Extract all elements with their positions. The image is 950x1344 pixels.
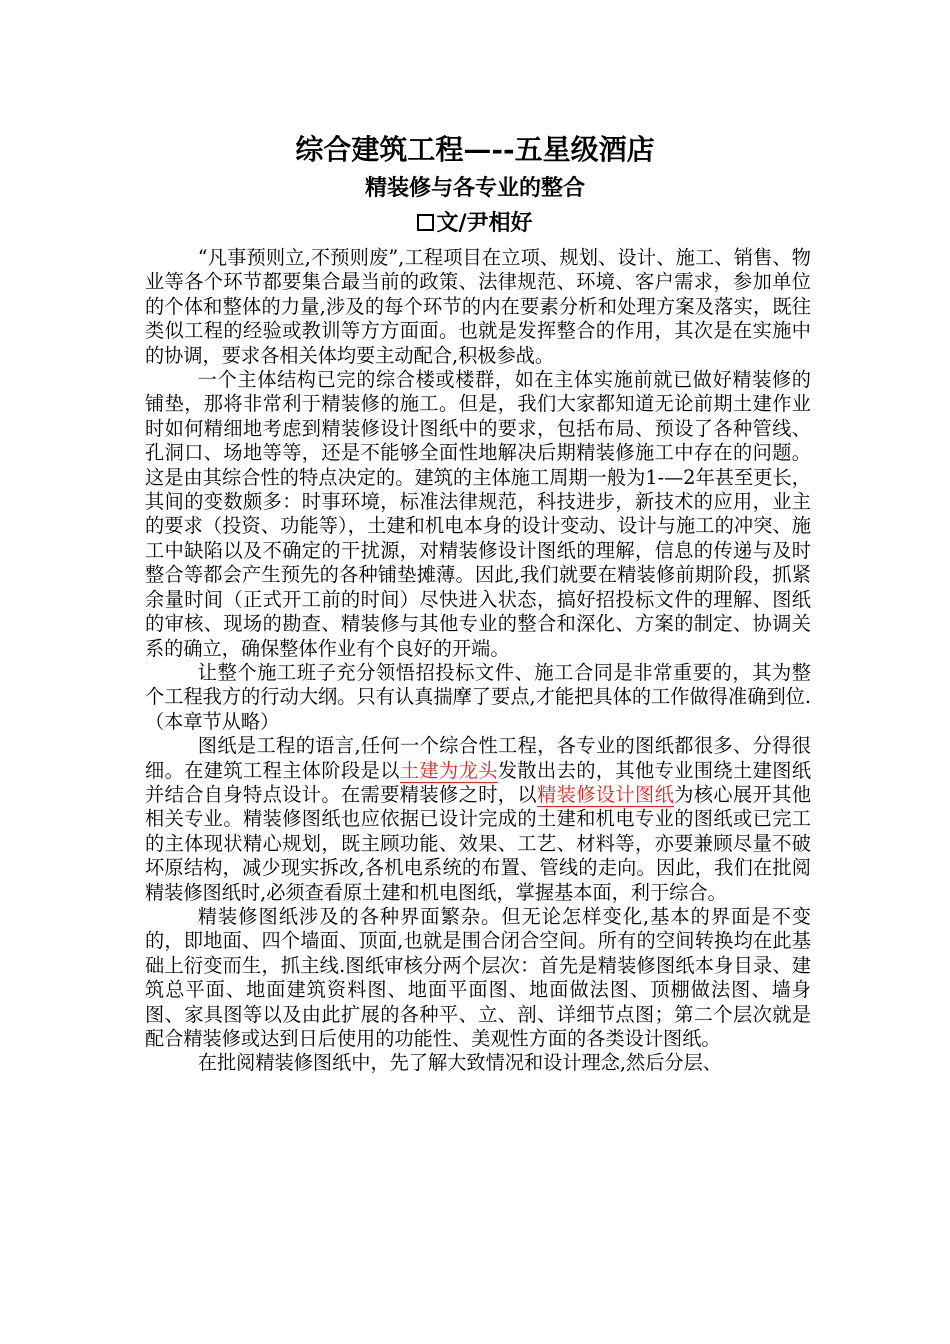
paragraph-4-part-3: 为核心展开其他相关专业。精装修图纸也应依据已设计完成的土建和机电专业的图纸或已完工的主体现状精心规划，既主顾功能、效果、工艺、材料等，亦要兼顾尽量不破坏原结构，减少现实拆改,各机电系统的布置、管线的走向。因此，我们在批阅精装修图纸时,必须查看原土建和机电图纸，掌握基本面，利于综合。	[145, 782, 812, 904]
paragraph-6: 在批阅精装修图纸中，先了解大致情况和设计理念,然后分层、	[197, 1051, 722, 1075]
paragraph-4-part-1: 图纸是工程的语言,任何一个综合性工程，各专业的图纸都很多、分得很细。在建筑工程主体阶段是以	[145, 734, 811, 782]
page-subtitle: 精装修与各专业的整合	[364, 175, 585, 201]
paragraph-4	[145, 734, 811, 905]
paragraph-3: 让整个施工班子充分领悟招投标文件、施工合同是非常重要的，其为整个工程我方的行动大纲。只有认真揣摩了要点,才能把具体的工作做得准确到位.（本章节从略）	[145, 660, 811, 733]
article-body	[145, 246, 811, 1076]
paragraph-5: 精装修图纸涉及的各种界面繁杂。但无论怎样变化,基本的界面是不变的，即地面、四个墙面、顶面,也就是围合闭合空间。所有的空间转换均在此基础上衍变而生，抓主线.图纸审核分两个层次：首先是精装修图纸本身目录、建筑总平面、地面建筑资料图、地面平面图、地面做法图、顶棚做法图、墙身图、家具图等以及由此扩展的各种平、立、剖、详细节点图；第二个层次就是配合精装修或达到日后使用的功能性、美观性方面的各类设计图纸。	[145, 904, 811, 1050]
author-line	[0, 206, 950, 240]
highlight-civil-lead: 土建为龙头	[399, 758, 498, 782]
page-title: 综合建筑工程—--五星级酒店	[295, 133, 655, 166]
paragraph-2: 一个主体结构已完的综合楼或楼群，如在主体实施前就已做好精装修的铺垫，那将非常利于精装修的施工。但是，我们大家都知道无论前期土建作业时如何精细地考虑到精装修设计图纸中的要求，包括布局、预设了各种管线、孔洞口、场地等等，还是不能够全面性地解决后期精装修施工中存在的问题。这是由其综合性的特点决定的。建筑的主体施工周期一般为1-—2年甚至更长，其间的变数颇多：时事环境，标准法律规范，科技进步，新技术的应用，业主的要求（投资、功能等），土建和机电本身的设计变动、设计与施工的冲突、施工中缺陷以及不确定的干扰源，对精装修设计图纸的理解，信息的传递与及时整合等都会产生预先的各种铺垫摊薄。因此,我们就要在精装修前期阶段，抓紧余量时间（正式开工前的时间）尽快进入状态，搞好招投标文件的理解、图纸的审核、现场的勘查、精装修与其他专业的整合和深化、方案的制定、协调关系的确立，确保整体作业有个良好的开端。	[145, 368, 811, 660]
highlight-fitout-drawings: 精装修设计图纸	[537, 782, 675, 806]
paragraph-4-part-2: 发散出去的，其他专业围绕土建图纸并结合自身特点设计。在需要精装修之时，以	[145, 758, 812, 806]
checkbox-square-icon	[417, 214, 434, 231]
author-name: 文/尹相好	[436, 210, 533, 236]
paragraph-1: “凡事预则立,不预则废”,工程项目在立项、规划、设计、施工、销售、物业等各个环节都要集合最当前的政策、法律规范、环境、客户需求，参加单位的个体和整体的力量,涉及的每个环节的内在要素分析和处理方案及落实，既往类似工程的经验或教训等方方面面。也就是发挥整合的作用，其次是在实施中的协调，要求各相关体均要主动配合,积极参战。	[145, 246, 811, 367]
